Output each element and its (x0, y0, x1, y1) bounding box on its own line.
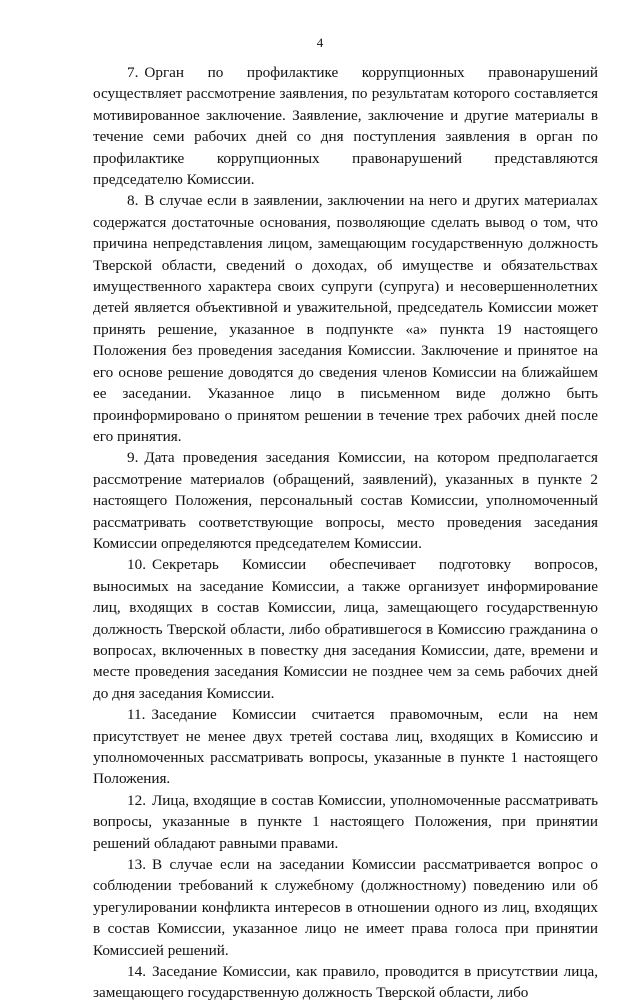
page-number: 4 (316, 35, 324, 50)
paragraph-10 (93, 554, 598, 704)
paragraph-8 (93, 190, 598, 447)
paragraph-text: Орган по профилактике коррупционных правонарушений осуществляет рассмотрение заявления, по результатам которого составляется мотивированное заключение. Заявление, заключение и другие материалы в течение семи рабочих дней со дня поступления заявления в орган по профилактике коррупционных правонарушений представляются председателю Комиссии. (93, 64, 598, 189)
paragraph-number: 8. (127, 192, 139, 210)
paragraph-number: 10. (127, 556, 146, 574)
paragraph-13 (93, 854, 598, 961)
paragraph-14 (93, 961, 598, 1004)
paragraph-text: В случае если в заявлении, заключении на него и других материалах содержатся достаточные основания, позволяющие сделать вывод о том, что причина непредставления лицом, замещающим государственную должность Тверской области, сведений о доходах, об имуществе и обязательствах имущественного характера своих супруги (супруга) и несовершеннолетних детей является объективной и уважительной, председатель Комиссии может принять решение, указанное в подпункте «а» пункта 19 настоящего Положения без проведения заседания Комиссии. Заключение и принятое на его основе решение доводятся до сведения членов Комиссии на ближайшем ее заседании. Указанное лицо в письменном виде должно быть проинформировано о принятом решении в течение трех рабочих дней после его принятия. (93, 192, 598, 445)
paragraph-11 (93, 704, 598, 790)
paragraph-text: Заседание Комиссии считается правомочным, если на нем присутствует не менее двух третей состава лиц, входящих в Комиссию и уполномоченных рассматривать вопросы, указанные в пункте 1 настоящего Положения. (93, 706, 598, 788)
paragraph-text: Лица, входящие в состав Комиссии, уполномоченные рассматривать вопросы, указанные в пункте 1 настоящего Положения, при принятии решений обладают равными правами. (93, 791, 598, 852)
paragraph-text: Секретарь Комиссии обеспечивает подготовку вопросов, выносимых на заседание Комиссии, а также организует информирование лиц, входящих в состав Комиссии, лица, замещающего государственную должность Тверской области, либо обратившегося в Комиссию гражданина о вопросах, включенных в повестку дня заседания Комиссии, дате, времени и месте проведения заседания Комиссии не позднее чем за семь рабочих дней до дня заседания Комиссии. (93, 556, 598, 702)
paragraph-text: В случае если на заседании Комиссии рассматривается вопрос о соблюдении требований к служебному (должностному) поведению или об урегулировании конфликта интересов в отношении одного из лиц, входящих в состав Комиссии, указанное лицо не имеет права голоса при принятии Комиссией решений. (93, 856, 598, 959)
paragraph-number: 13. (127, 856, 146, 874)
paragraph-number: 11. (127, 706, 146, 724)
document-body (93, 62, 598, 1004)
paragraph-text: Заседание Комиссии, как правило, проводится в присутствии лица, замещающего государственную должность Тверской области, либо (93, 963, 598, 1002)
paragraph-number: 12. (127, 791, 146, 809)
paragraph-text: Дата проведения заседания Комиссии, на котором предполагается рассмотрение материалов (обращений, заявлений), указанных в пункте 2 настоящего Положения, персональный состав Комиссии, уполномоченный рассматривать соответствующие вопросы, место проведения заседания Комиссии определяются председателем Комиссии. (93, 449, 598, 552)
paragraph-number: 9. (127, 449, 139, 467)
paragraph-12 (93, 790, 598, 854)
paragraph-9 (93, 447, 598, 554)
paragraph-7 (93, 62, 598, 190)
paragraph-number: 7. (127, 64, 139, 81)
paragraph-number: 14. (127, 963, 146, 981)
